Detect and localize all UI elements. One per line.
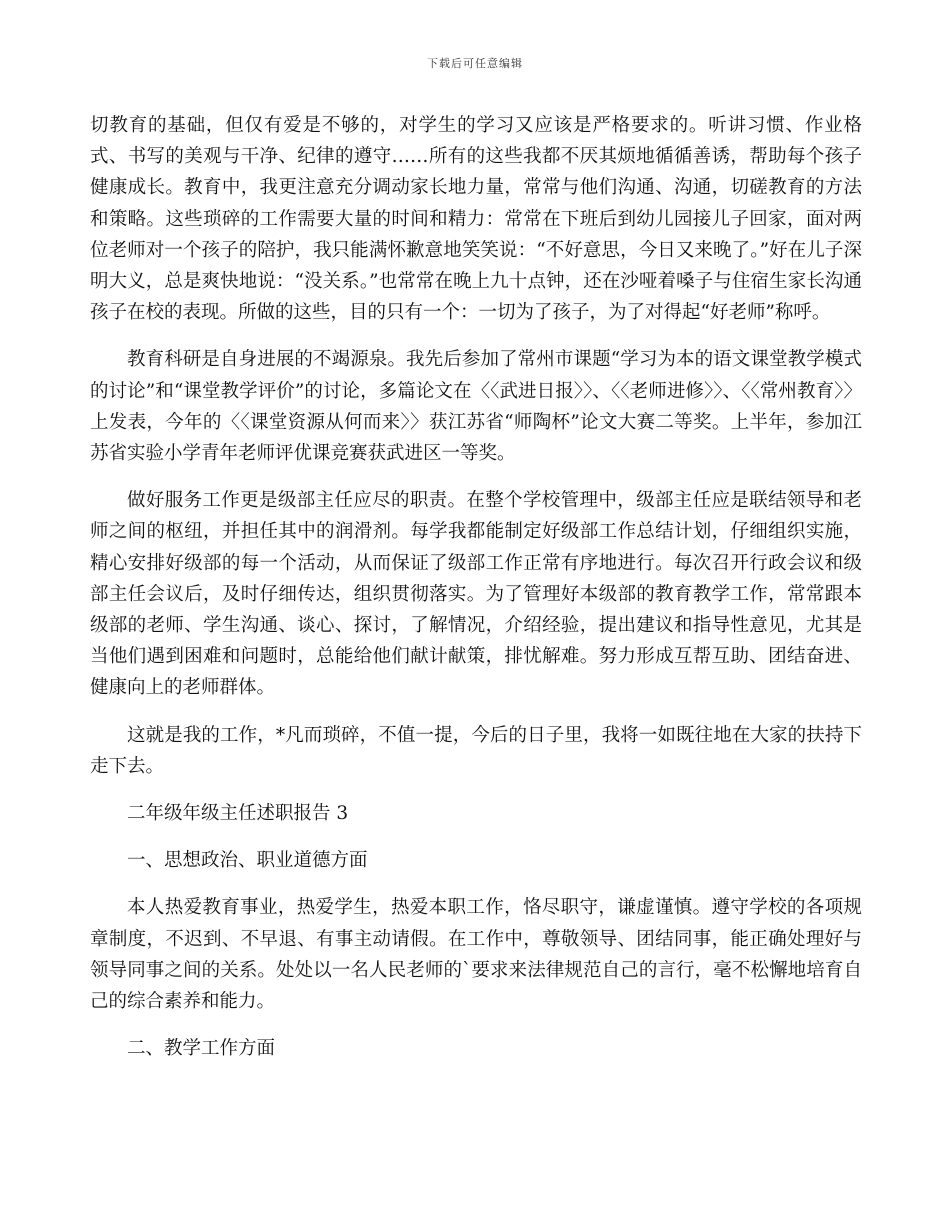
document-body xyxy=(90,110,862,1080)
paragraph-continuation: 切教育的基础，但仅有爱是不够的，对学生的学习又应该是严格要求的。听讲习惯、作业格式、书写的美观与干净、纪律的遵守……所有的这些我都不厌其烦地循循善诱，帮助每个孩子健康成长。教育中，我更注意充分调动家长地力量，常常与他们沟通、沟通，切磋教育的方法和策略。这些琐碎的工作需要大量的时间和精力：常常在下班后到幼儿园接儿子回家，面对两位老师对一个孩子的陪护，我只能满怀歉意地笑笑说：“不好意思，今日又来晚了。”好在儿子深明大义，总是爽快地说：“没关系。”也常常在晚上九十点钟，还在沙哑着嗓子与住宿生家长沟通孩子在校的表现。所做的这些，目的只有一个：一切为了孩子，为了对得起“好老师”称呼。 xyxy=(90,115,862,324)
paragraph-research: 教育科研是自身进展的不竭源泉。我先后参加了常州市课题“学习为本的语文课堂教学模式的讨论”和“课堂教学评价”的讨论，多篇论文在〈〈武进日报〉〉、〈〈老师进修〉〉、〈〈常州教育〉〉上发表，今年的〈〈课堂资源从何而来〉〉获江苏省“师陶杯”论文大赛二等奖。上半年，参加江苏省实验小学青年老师评优课竞赛获武进区一等奖。 xyxy=(90,349,862,465)
paragraph-service: 做好服务工作更是级部主任应尽的职责。在整个学校管理中，级部主任应是联结领导和老师之间的枢纽，并担任其中的润滑剂。每学我都能制定好级部工作总结计划，仔细组织实施，精心安排好级部的每一个活动，从而保证了级部工作正常有序地进行。每次召开行政会议和级部主任会议后，及时仔细传达，组织贯彻落实。为了管理好本级部的教育教学工作，常常跟本级部的老师、学生沟通、谈心、探讨，了解情况，介绍经验，提出建议和指导性意见，尤其是当他们遇到困难和问题时，总能给他们献计献策，排忧解难。努力形成互帮互助、团结奋进、健康向上的老师群体。 xyxy=(90,490,862,699)
section-heading-2: 二、教学工作方面 xyxy=(127,1038,276,1060)
page-header-note: 下载后可任意编辑 xyxy=(427,57,523,70)
report-title: 二年级年级主任述职报告 3 xyxy=(127,803,349,825)
paragraph-closing: 这就是我的工作，*凡而琐碎，不值一提，今后的日子里，我将一如既往地在大家的扶持下走下去。 xyxy=(90,724,862,777)
paragraph-ethics: 本人热爱教育事业，热爱学生，热爱本职工作，恪尽职守，谦虚谨慎。遵守学校的各项规章制度，不迟到、不早退、有事主动请假。在工作中，尊敬领导、团结同事，能正确处理好与领导同事之间的关系。处处以一名人民老师的`要求来法律规范自己的言行，毫不松懈地培育自己的综合素养和能力。 xyxy=(90,897,862,1013)
section-heading-1: 一、思想政治、职业道德方面 xyxy=(127,850,368,872)
